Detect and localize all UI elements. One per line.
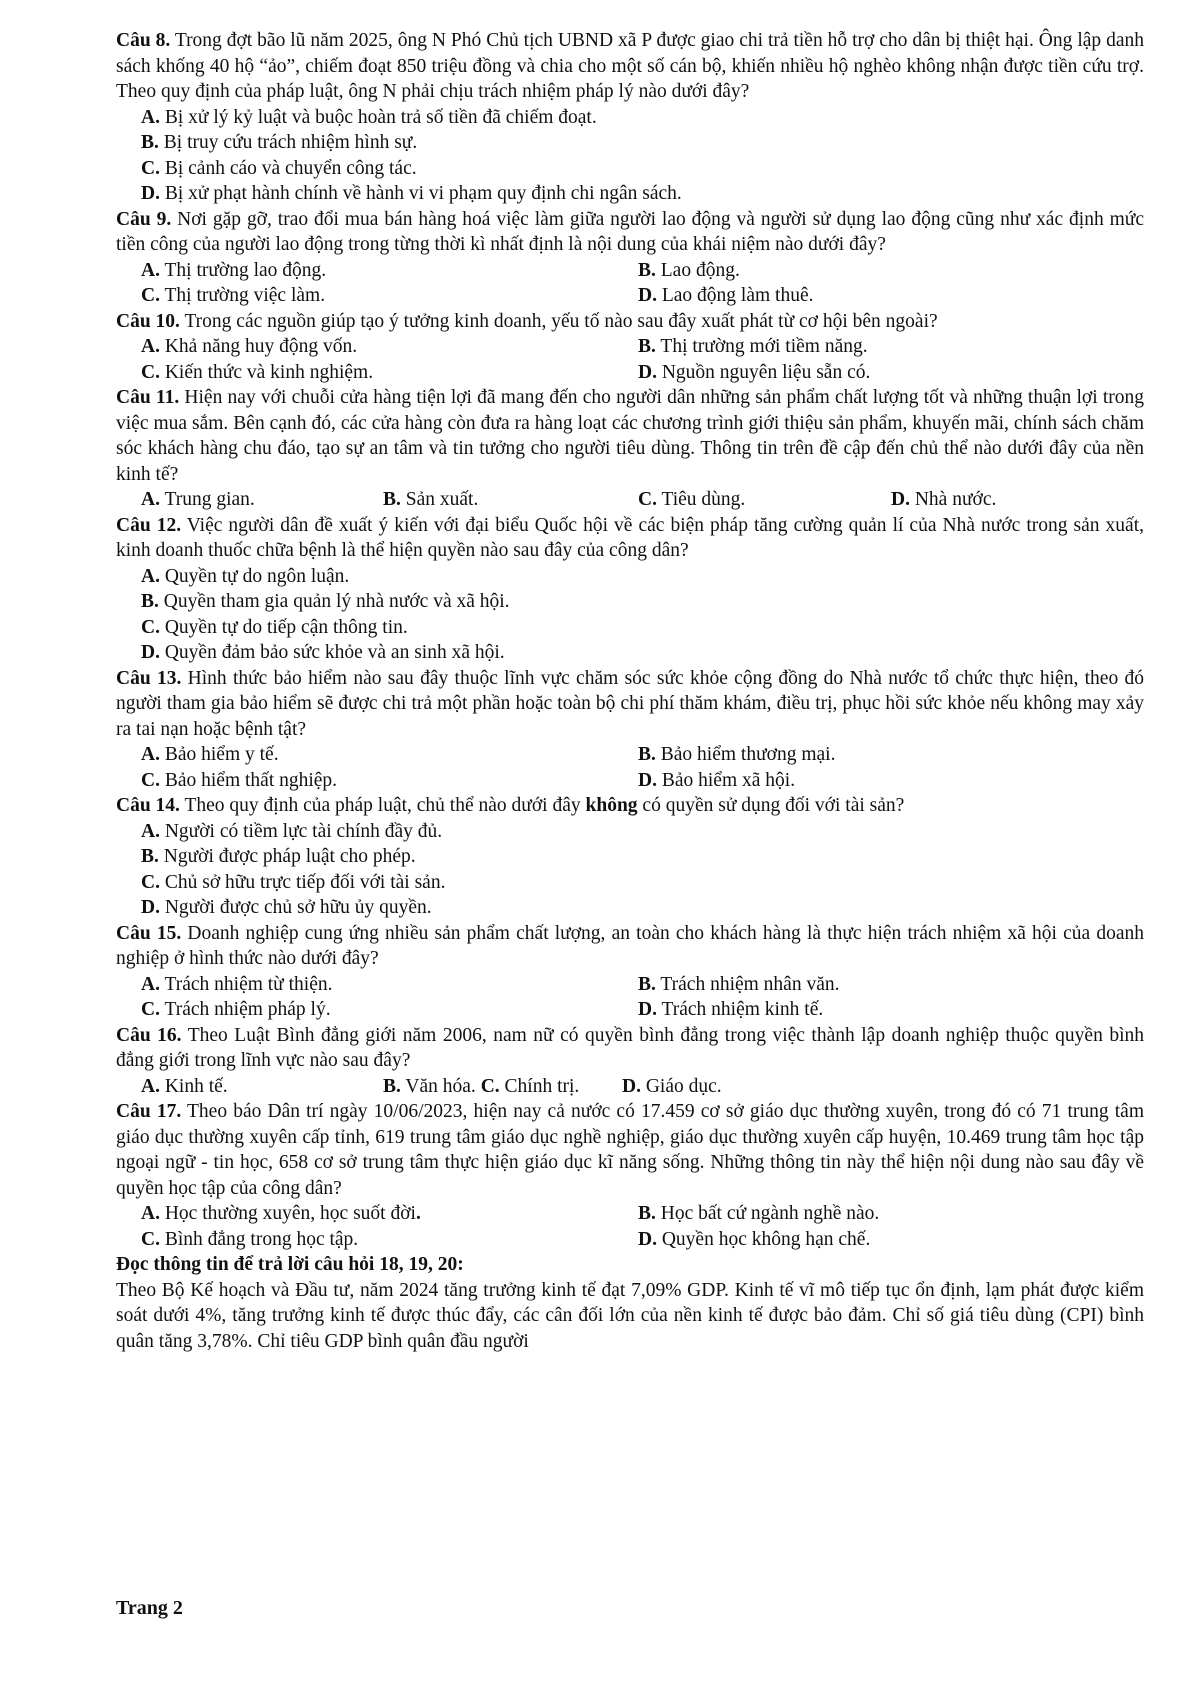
question-text: Hình thức bảo hiểm nào sau đây thuộc lĩnh vực chăm sóc sức khỏe cộng đồng do Nhà nước tổ chức thực hiện, theo đó người tham gia bảo hiểm sẽ được chi trả một phần hoặc toàn bộ chi phí thăm khám, điều trị, phục hồi sức khỏe nếu không may xảy ra tai nạn hoặc bệnh tật? [116, 667, 1144, 740]
option-c [638, 487, 745, 513]
option-letter: D. [638, 285, 657, 306]
option-b [638, 1201, 879, 1227]
option-text: Bị xử lý kỷ luật và buộc hoàn trả số tiền đã chiếm đoạt. [159, 106, 597, 128]
question-9 [116, 207, 1144, 258]
option-text: Khả năng huy động vốn. [159, 336, 358, 357]
option-text: Bị cảnh cáo và chuyển công tác. [159, 157, 417, 179]
option-letter: A. [141, 1075, 160, 1097]
options-row [116, 1201, 1144, 1227]
option-text: Bảo hiểm thất nghiệp. [159, 769, 338, 791]
option-letter: A. [141, 1203, 160, 1224]
option-b [383, 487, 478, 513]
option-letter: B. [638, 336, 656, 357]
option-text: Kinh tế. [159, 1075, 228, 1097]
option-text: Kiến thức và kinh nghiệm. [159, 361, 374, 383]
option-text: Quyền học không hạn chế. [656, 1228, 871, 1250]
option-text: Chính trị. [499, 1075, 580, 1097]
option-letter: B. [638, 1203, 656, 1224]
option-letter: D. [141, 183, 160, 204]
option-text: Người được chủ sở hữu ủy quyền. [159, 897, 432, 918]
page-number: Trang 2 [116, 1597, 183, 1619]
option-letter: A. [141, 106, 160, 128]
option-text: Quyền tự do ngôn luận. [159, 565, 350, 587]
options-row [116, 768, 1144, 794]
option-text: Thị trường lao động. [159, 259, 327, 281]
option-letter: A. [141, 820, 160, 842]
option-letter: B. [638, 259, 656, 281]
option-text: Sản xuất. [400, 489, 479, 510]
question-text: có quyền sử dụng đối với tài sản? [637, 795, 905, 816]
question-label: Câu 13. [116, 667, 182, 689]
option-text: Nguồn nguyên liệu sẵn có. [656, 361, 871, 383]
option-text: Giáo dục. [640, 1075, 722, 1097]
option-d [638, 1227, 870, 1253]
question-label: Câu 9. [116, 208, 172, 230]
option-c [141, 283, 325, 309]
option-letter: C. [141, 361, 160, 383]
option-a [141, 487, 255, 513]
option-letter: B. [141, 132, 159, 153]
option-letter: D. [622, 1075, 641, 1097]
option-text: Văn hóa. [400, 1075, 481, 1097]
options-row [116, 1227, 1144, 1253]
option-c [141, 768, 337, 794]
question-10 [116, 309, 1144, 335]
option-text: Bảo hiểm thương mại. [655, 744, 836, 765]
option-text: Thị trường mới tiềm năng. [655, 336, 868, 357]
option-c [116, 870, 1144, 896]
option-letter: A. [141, 259, 160, 281]
option-c [141, 1227, 358, 1253]
option-letter: D. [141, 642, 160, 663]
question-label: Câu 17. [116, 1101, 182, 1122]
option-a [116, 819, 1144, 845]
option-a [116, 564, 1144, 590]
option-letter: C. [141, 1228, 160, 1250]
question-text: Trong đợt bão lũ năm 2025, ông N Phó Chủ tịch UBND xã P được giao chi trả tiền hỗ trợ cho dân bị thiệt hại. Ông lập danh sách khống 40 hộ “ảo”, chiếm đoạt 850 triệu đồng và chia cho một số cán bộ, khiến nhiều hộ nghèo không nhận được tiền cứu trợ. Theo quy định của pháp luật, ông N phải chịu trách nhiệm pháp lý nào dưới đây? [116, 30, 1144, 102]
question-label: Câu 15. [116, 922, 182, 944]
option-text: Quyền tự do tiếp cận thông tin. [159, 616, 408, 638]
option-d [638, 997, 823, 1023]
option-letter: B. [638, 973, 656, 995]
options-row [116, 334, 1144, 360]
option-b [116, 844, 1144, 870]
option-text: Trách nhiệm pháp lý. [159, 999, 331, 1020]
question-text: Nơi gặp gỡ, trao đổi mua bán hàng hoá việc làm giữa người lao động và người sử dụng lao động cũng như xác định mức tiền công của người lao động trong từng thời kì nhất định là nội dung của khái niệm nào dưới đây? [116, 208, 1145, 255]
option-text: . [415, 1203, 421, 1224]
option-letter: C. [141, 871, 160, 893]
question-label: Câu 16. [116, 1024, 182, 1046]
question-12 [116, 513, 1144, 564]
question-text: Việc người dân đề xuất ý kiến với đại biểu Quốc hội về các biện pháp tăng cường quản lí của Nhà nước trong sản xuất, kinh doanh thuốc chữa bệnh là thể hiện quyền nào sau đây của công dân? [116, 514, 1145, 561]
option-a [141, 972, 333, 998]
option-text: Bị truy cứu trách nhiệm hình sự. [158, 132, 418, 153]
option-a [141, 258, 326, 284]
reading-title: Đọc thông tin để trả lời câu hỏi 18, 19, 20: [116, 1254, 464, 1275]
option-text: Trách nhiệm kinh tế. [656, 999, 824, 1020]
options-row [116, 972, 1144, 998]
options-row [116, 360, 1144, 386]
option-letter: B. [638, 744, 656, 765]
option-d [638, 360, 870, 386]
option-b [638, 258, 740, 284]
question-8 [116, 28, 1144, 105]
question-text: Hiện nay với chuỗi cửa hàng tiện lợi đã mang đến cho người dân những sản phẩm chất lượng tốt và những thuận lợi trong việc mua sắm. Bên cạnh đó, các cửa hàng còn đưa ra hàng loạt các chương trình giới thiệu sản phẩm, khuyến mãi, chính sách chăm sóc khách hàng chu đáo, tạo sự an tâm và tin tưởng cho người tiêu dùng. Thông tin trên đề cập đến chủ thể nào dưới đây của nền kinh tế? [116, 387, 1144, 485]
options-row [116, 258, 1144, 284]
option-letter: A. [141, 744, 160, 765]
option-text: Bị xử phạt hành chính về hành vi vi phạm quy định chi ngân sách. [159, 183, 682, 204]
question-17 [116, 1099, 1144, 1201]
options-row [116, 283, 1144, 309]
option-c [141, 997, 331, 1023]
option-letter: C. [141, 616, 160, 638]
option-text: Trách nhiệm từ thiện. [159, 973, 333, 995]
option-letter: C. [141, 769, 160, 791]
reading-text: Theo Bộ Kế hoạch và Đầu tư, năm 2024 tăng trưởng kinh tế đạt 7,09% GDP. Kinh tế vĩ mô tiếp tục ổn định, lạm phát được kiểm soát dưới 4%, tăng trưởng kinh tế được thúc đẩy, các cân đối lớn của nền kinh tế được bảo đảm. Chỉ số giá tiêu dùng (CPI) bình quân tăng 3,78%. Chỉ tiêu GDP bình quân đầu người [116, 1279, 1144, 1352]
option-text: Quyền tham gia quản lý nhà nước và xã hội. [158, 591, 510, 612]
option-text: Bình đẳng trong học tập. [159, 1228, 359, 1250]
question-15 [116, 921, 1144, 972]
question-label: Câu 10. [116, 310, 180, 332]
option-text: Tiêu dùng. [656, 489, 746, 510]
option-text: Chủ sở hữu trực tiếp đối với tài sản. [159, 871, 446, 893]
option-letter: D. [638, 1228, 657, 1250]
question-text: Doanh nghiệp cung ứng nhiều sản phẩm chất lượng, an toàn cho khách hàng là thực hiện trách nhiệm xã hội của doanh nghiệp ở hình thức nào dưới đây? [116, 922, 1144, 969]
option-text: Bảo hiểm y tế. [159, 744, 279, 765]
question-text: Trong các nguồn giúp tạo ý tưởng kinh doanh, yếu tố nào sau đây xuất phát từ cơ hội bên ngoài? [179, 310, 938, 332]
options-row [116, 1074, 1144, 1100]
option-letter: D. [141, 897, 160, 918]
option-letter: C. [141, 157, 160, 179]
option-d [891, 487, 996, 513]
option-text: Lao động. [655, 259, 740, 281]
option-b [116, 130, 1144, 156]
option-text: Người được pháp luật cho phép. [158, 846, 416, 867]
option-letter: D. [891, 489, 910, 510]
question-label: Câu 11. [116, 387, 180, 408]
option-text: Người có tiềm lực tài chính đầy đủ. [159, 820, 443, 842]
option-c [116, 615, 1144, 641]
options-row [116, 742, 1144, 768]
option-a [116, 105, 1144, 131]
option-a [141, 742, 279, 768]
option-a [141, 1074, 228, 1100]
option-d [116, 181, 1144, 207]
question-13 [116, 666, 1144, 743]
option-text: Quyền đảm bảo sức khỏe và an sinh xã hội. [159, 642, 505, 663]
option-letter: C. [141, 999, 160, 1020]
question-label: Câu 14. [116, 795, 180, 816]
option-d [116, 640, 1144, 666]
option-letter: A. [141, 973, 160, 995]
option-text: Trung gian. [159, 489, 255, 510]
option-text: Nhà nước. [909, 489, 997, 510]
option-text: Thị trường việc làm. [159, 285, 326, 306]
option-text: Lao động làm thuê. [656, 285, 814, 306]
option-letter: D. [638, 361, 657, 383]
option-d [622, 1074, 722, 1100]
question-14 [116, 793, 1144, 819]
option-text: Học bất cứ ngành nghề nào. [655, 1203, 880, 1224]
option-b [638, 742, 835, 768]
option-text: Bảo hiểm xã hội. [656, 769, 796, 791]
question-label: Câu 8. [116, 30, 171, 51]
option-d [116, 895, 1144, 921]
option-c [116, 156, 1144, 182]
question-text: Theo Luật Bình đẳng giới năm 2006, nam nữ có quyền bình đẳng trong việc thành lập doanh nghiệp thuộc quyền bình đẳng giới trong lĩnh vực nào sau đây? [116, 1024, 1144, 1071]
option-letter: C. [638, 489, 657, 510]
question-text: Theo quy định của pháp luật, chủ thể nào dưới đây [179, 795, 586, 816]
option-letter: C. [141, 285, 160, 306]
option-letter: A. [141, 336, 160, 357]
option-letter: B. [141, 591, 159, 612]
option-d [638, 283, 813, 309]
option-b-c [383, 1074, 579, 1100]
question-16 [116, 1023, 1144, 1074]
option-letter: D. [638, 769, 657, 791]
option-b [116, 589, 1144, 615]
option-text: Trách nhiệm nhân văn. [655, 973, 840, 995]
option-letter: D. [638, 999, 657, 1020]
option-a [141, 334, 357, 360]
options-row [116, 487, 1144, 513]
options-row [116, 997, 1144, 1023]
question-emphasis: không [585, 795, 638, 816]
option-letter: A. [141, 565, 160, 587]
option-text: Học thường xuyên, học suốt đời [159, 1203, 416, 1224]
option-b [638, 334, 868, 360]
option-letter: B. [141, 846, 159, 867]
question-11 [116, 385, 1144, 487]
exam-page [116, 28, 1144, 1354]
option-letter: A. [141, 489, 160, 510]
option-c [141, 360, 373, 386]
option-letter: B. [383, 1075, 401, 1097]
option-letter: B. [383, 489, 401, 510]
option-letter: C. [480, 1075, 500, 1097]
option-a [141, 1201, 421, 1227]
question-text: Theo báo Dân trí ngày 10/06/2023, hiện nay cả nước có 17.459 cơ sở giáo dục thường xuyên, trong đó có 71 trung tâm giáo dục thường xuyên cấp tỉnh, 619 trung tâm giáo dục nghề nghiệp, giáo dục thường xuyên cấp huyện, 10.469 trung tâm học tập ngoại ngữ - tin học, 658 cơ sở trung tâm thực hiện giáo dục kĩ năng sống. Những thông tin này thể hiện nội dung nào sau đây về quyền học tập của công dân? [116, 1101, 1144, 1199]
question-label: Câu 12. [116, 514, 182, 536]
option-d [638, 768, 795, 794]
option-b [638, 972, 840, 998]
